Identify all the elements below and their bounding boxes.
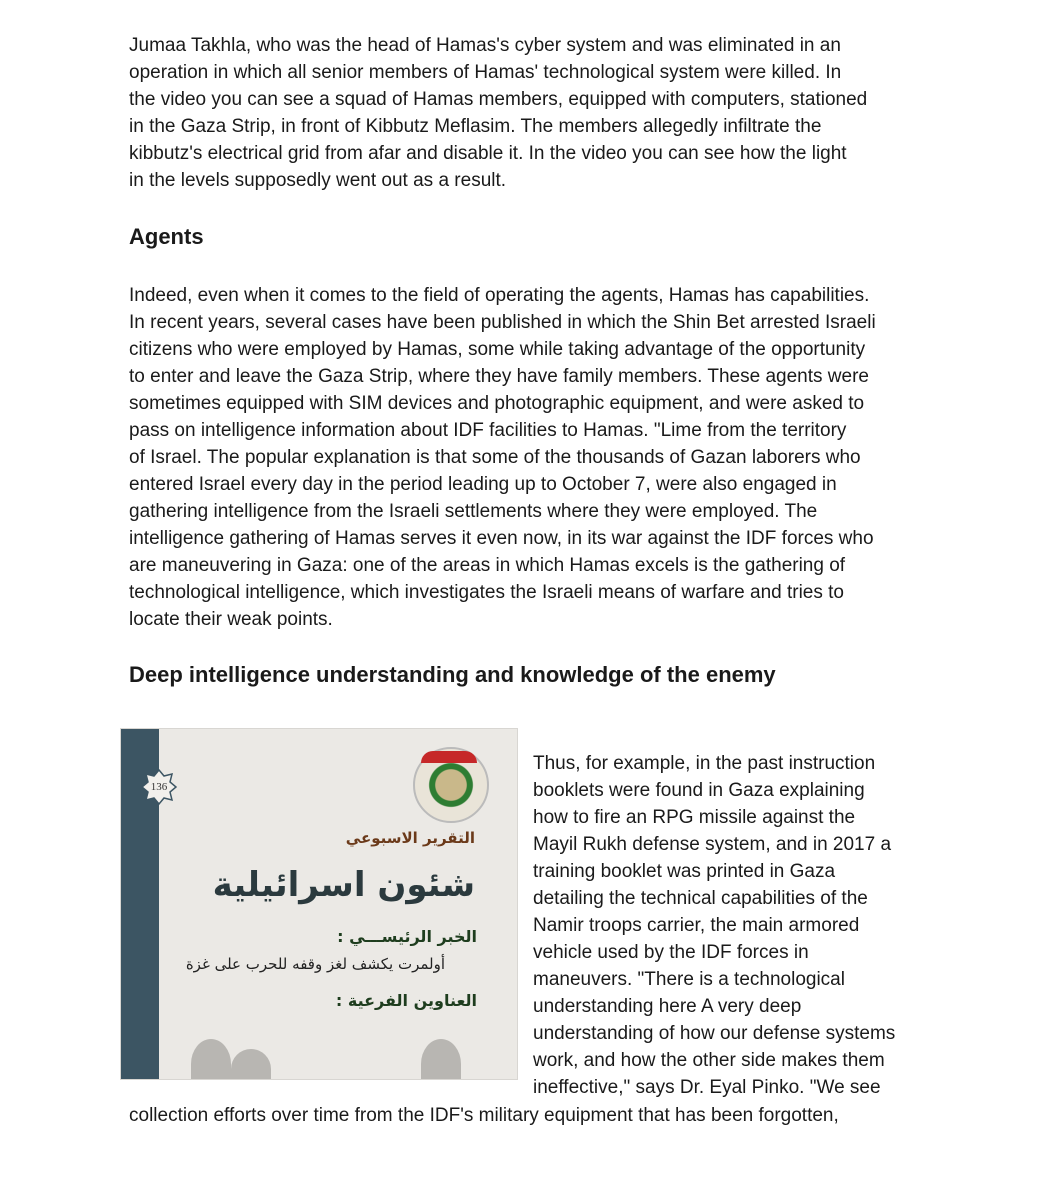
- text-line: kibbutz's electrical grid from afar and disable it. In the video you can see how the light: [129, 143, 847, 164]
- emblem-banner: [421, 751, 477, 763]
- text-line: to enter and leave the Gaza Strip, where they have family members. These agents were: [129, 366, 869, 387]
- text-line: locate their weak points.: [129, 609, 333, 630]
- text-line: entered Israel every day in the period leading up to October 7, were also engaged in: [129, 474, 837, 495]
- text-line: Mayil Rukh defense system, and in 2017 a: [533, 834, 892, 855]
- text-line: maneuvers. "There is a technological: [533, 969, 845, 990]
- text-line: gathering intelligence from the Israeli settlements where they were employed. The: [129, 501, 818, 522]
- text-line: sometimes equipped with SIM devices and photographic equipment, and were asked to: [129, 393, 865, 414]
- text-line: technological intelligence, which investigates the Israeli means of warfare and tries to: [129, 582, 844, 603]
- silhouette: [421, 1039, 461, 1080]
- text-line: intelligence gathering of Hamas serves it even now, in its war against the IDF forces who: [129, 528, 874, 549]
- paragraph-deep: [533, 750, 895, 1101]
- text-line: training booklet was printed in Gaza: [533, 861, 836, 882]
- cover-subtitle: التقرير الاسبوعي: [345, 829, 475, 847]
- text-line: the video you can see a squad of Hamas members, equipped with computers, stationed: [129, 89, 868, 110]
- text-line: in the levels supposedly went out as a result.: [129, 170, 507, 191]
- text-line: In recent years, several cases have been published in which the Shin Bet arrested Israeli: [129, 312, 876, 333]
- cover-title: شئون اسرائيلية: [212, 865, 475, 905]
- paragraph-agents: [129, 282, 876, 633]
- text-line: Namir troops carrier, the main armored: [533, 915, 860, 936]
- cover-main-news: أولمرت يكشف لغز وقفه للحرب على غزة: [185, 955, 445, 973]
- text-line: operation in which all senior members of Hamas' technological system were killed. In: [129, 62, 842, 83]
- silhouette: [231, 1049, 271, 1080]
- text-line: booklets were found in Gaza explaining: [533, 780, 865, 801]
- booklet-cover-image: [120, 728, 518, 1080]
- text-line: collection efforts over time from the IDF's military equipment that has been forgotten,: [129, 1105, 839, 1126]
- text-line: citizens who were employed by Hamas, some while taking advantage of the opportunity: [129, 339, 866, 360]
- text-line: understanding here A very deep: [533, 996, 802, 1017]
- heading-deep-intelligence: Deep intelligence understanding and knowledge of the enemy: [129, 662, 776, 687]
- paragraph-deep-continued: [129, 1102, 839, 1129]
- issue-number: 136: [150, 781, 168, 793]
- silhouette: [191, 1039, 231, 1080]
- text-line: work, and how the other side makes them: [533, 1050, 885, 1071]
- text-line: Thus, for example, in the past instruction: [533, 753, 876, 774]
- cover-main-news-label: الخبر الرئيســـي :: [337, 927, 477, 946]
- text-line: vehicle used by the IDF forces in: [533, 942, 809, 963]
- text-line: detailing the technical capabilities of the: [533, 888, 868, 909]
- heading-agents: Agents: [129, 224, 204, 249]
- text-line: in the Gaza Strip, in front of Kibbutz Meflasim. The members allegedly infiltrate the: [129, 116, 822, 137]
- text-line: of Israel. The popular explanation is that some of the thousands of Gazan laborers who: [129, 447, 861, 468]
- paragraph-cyber: [129, 32, 867, 194]
- text-line: Indeed, even when it comes to the field of operating the agents, Hamas has capabilities.: [129, 285, 870, 306]
- text-line: pass on intelligence information about IDF facilities to Hamas. "Lime from the territory: [129, 420, 847, 441]
- text-line: ineffective," says Dr. Eyal Pinko. "We see: [533, 1077, 881, 1098]
- text-line: Jumaa Takhla, who was the head of Hamas's cyber system and was eliminated in an: [129, 35, 841, 56]
- text-line: are maneuvering in Gaza: one of the areas in which Hamas excels is the gathering of: [129, 555, 846, 576]
- text-line: understanding of how our defense systems: [533, 1023, 896, 1044]
- cover-subheadings-label: العناوين الفرعية :: [335, 991, 477, 1010]
- text-line: how to fire an RPG missile against the: [533, 807, 856, 828]
